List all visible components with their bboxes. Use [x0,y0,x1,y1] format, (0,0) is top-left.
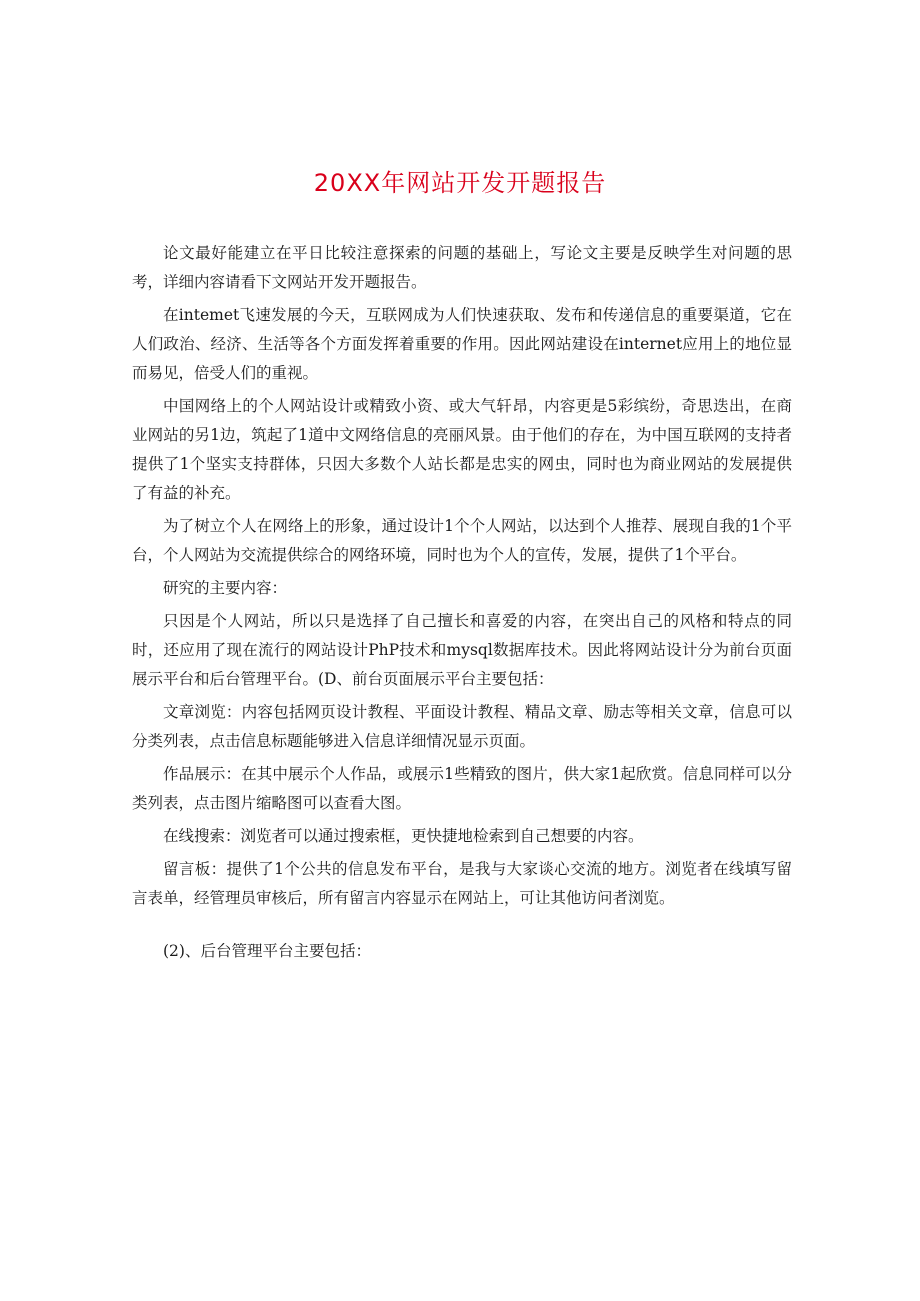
paragraph-intro: 论文最好能建立在平日比较注意探索的问题的基础上，写论文主要是反映学生对问题的思考，详细内容请看下文网站开发开题报告。 [132,244,792,291]
paragraph-research-heading: 研究的主要内容： [163,579,288,597]
paragraph-online-search: 在线搜索：浏览者可以通过搜索框，更快捷地检索到自己想要的内容。 [163,827,644,845]
document-title: 20XX年网站开发开题报告 [313,169,607,197]
paragraph-message-board: 留言板：提供了1个公共的信息发布平台，是我与大家谈心交流的地方。浏览者在线填写留言表单，经管理员审核后，所有留言内容显示在网站上，可让其他访问者浏览。 [132,860,792,907]
paragraph-internet: 在intemet飞速发展的今天，互联网成为人们快速获取、发布和传递信息的重要渠道，它在人们政治、经济、生活等各个方面发挥着重要的作用。因此网站建设在internet应用上的地位显而易见，倍受人们的重视。 [132,306,792,382]
paragraph-purpose: 为了树立个人在网络上的形象，通过设计1个个人网站，以达到个人推荐、展现自我的1个平台，个人网站为交流提供综合的网络环境，同时也为个人的宣传，发展，提供了1个平台。 [132,517,792,564]
paragraph-personal-sites: 中国网络上的个人网站设计或精致小资、或大气轩昂，内容更是5彩缤纷，奇思迭出，在商业网站的另1边，筑起了1道中文网络信息的亮丽风景。由于他们的存在，为中国互联网的支持者提供了1个坚实支持群体，只因大多数个人站长都是忠实的网虫，同时也为商业网站的发展提供了有益的补充。 [132,397,792,502]
paragraph-article-browsing: 文章浏览：内容包括网页设计教程、平面设计教程、精品文章、励志等相关文章，信息可以分类列表，点击信息标题能够进入信息详细情况显示页面。 [132,703,792,750]
paragraph-backend-heading: (2)、后台管理平台主要包括： [163,942,371,960]
paragraph-works-display: 作品展示：在其中展示个人作品，或展示1些精致的图片，供大家1起欣赏。信息同样可以分类列表，点击图片缩略图可以查看大图。 [132,765,792,812]
paragraph-research-content: 只因是个人网站，所以只是选择了自己擅长和喜爱的内容，在突出自己的风格和特点的同时，还应用了现在流行的网站设计PhP技术和mysql数据库技术。因此将网站设计分为前台页面展示平台和后台管理平台。(D、前台页面展示平台主要包括： [132,612,792,688]
document-body [132,239,792,970]
